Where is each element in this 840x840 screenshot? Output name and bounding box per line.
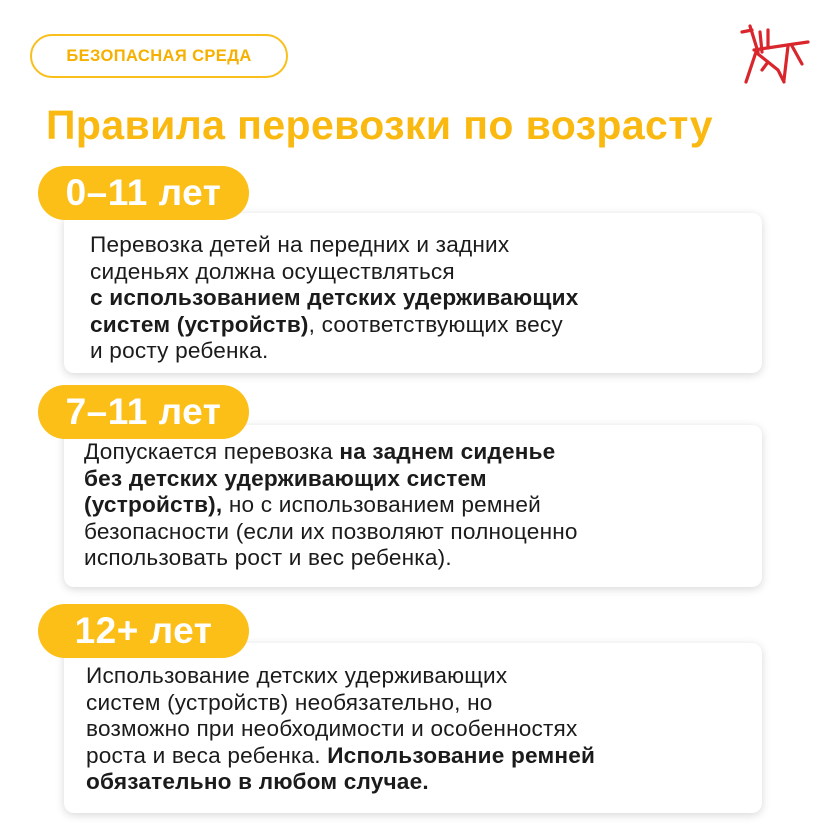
rule-line: безопасности (если их позволяют полноценно [84, 518, 578, 544]
rule-line: использовать рост и вес ребенка). [84, 545, 452, 570]
rule-line: систем (устройств) необязательно, но [86, 689, 493, 715]
stylized-chair-logo-icon [738, 22, 810, 86]
rule-line: (устройств), но с использованием ремней [84, 492, 541, 517]
rule-line: систем (устройств), соответствующих весу [90, 311, 563, 337]
rule-line: Использование детских удерживающих [86, 663, 508, 688]
rule-card-12-plus [64, 643, 762, 813]
rule-line: роста и веса ребенка. Использование ремней [86, 742, 596, 768]
rule-line: и росту ребенка. [90, 338, 269, 363]
age-badge-7-11: 7–11 лет [38, 385, 249, 439]
category-tag: БЕЗОПАСНАЯ СРЕДА [30, 34, 288, 78]
page-title: Правила перевозки по возрасту [46, 102, 713, 148]
rule-line: сиденьях должна осуществляться [90, 258, 455, 284]
age-badge-12-plus: 12+ лет [38, 604, 249, 658]
rule-card-0-11 [64, 213, 762, 373]
rule-line: Допускается перевозка на заднем сиденье [84, 439, 556, 464]
rule-line: обязательно в любом случае. [86, 769, 429, 794]
rule-line: Перевозка детей на передних и задних [90, 232, 510, 257]
rule-line: с использованием детских удерживающих [90, 285, 579, 310]
rule-line: без детских удерживающих систем [84, 465, 487, 491]
rule-line: возможно при необходимости и особенностях [86, 716, 578, 741]
age-badge-0-11: 0–11 лет [38, 166, 249, 220]
rule-card-7-11 [64, 425, 762, 587]
